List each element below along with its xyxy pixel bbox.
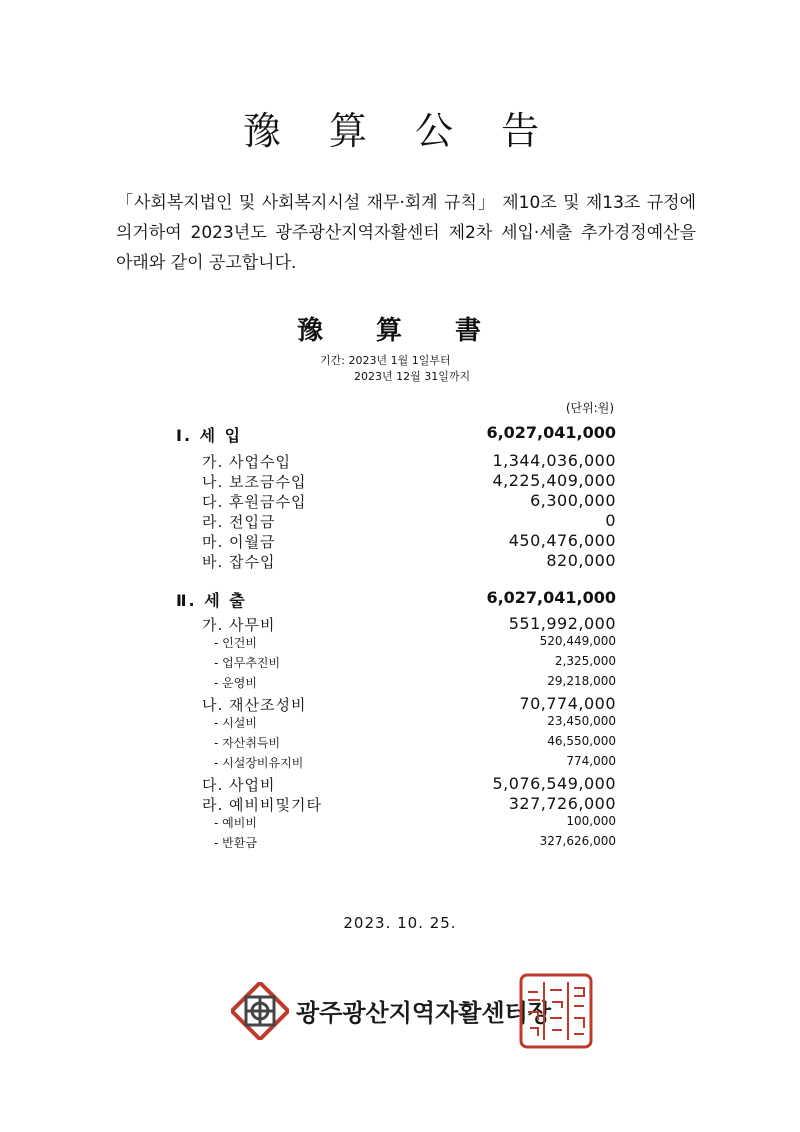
budget-item-row	[0, 794, 800, 814]
budget-item-row	[0, 614, 800, 634]
organization-name: 광주광산지역자활센터장	[296, 999, 552, 1027]
budget-label: - 인건비	[214, 636, 257, 650]
budget-amount: 5,076,549,000	[492, 774, 616, 793]
budget-amount: 4,225,409,000	[492, 471, 616, 490]
budget-label: - 반환금	[214, 836, 257, 850]
budget-subitem-row	[0, 674, 800, 694]
budget-label: 나. 보조금수입	[202, 473, 307, 491]
budget-subitem-row	[0, 814, 800, 834]
budget-amount: 46,550,000	[547, 734, 616, 748]
budget-period	[320, 353, 470, 385]
budget-amount: 0	[605, 511, 616, 530]
budget-label: - 시설비	[214, 716, 257, 730]
budget-item-row	[0, 531, 800, 551]
budget-label: 라. 예비비및기타	[202, 796, 322, 814]
budget-subitem-row	[0, 654, 800, 674]
budget-subitem-row	[0, 734, 800, 754]
budget-label: 나. 재산조성비	[202, 696, 307, 714]
budget-label: 다. 후원금수입	[202, 493, 307, 511]
budget-amount: 6,300,000	[530, 491, 616, 510]
budget-amount: 100,000	[566, 814, 616, 828]
budget-item-row	[0, 551, 800, 571]
budget-label: 다. 사업비	[202, 776, 276, 794]
budget-subitem-row	[0, 754, 800, 774]
budget-amount: 520,449,000	[539, 634, 616, 648]
budget-amount: 774,000	[566, 754, 616, 768]
budget-amount: 29,218,000	[547, 674, 616, 688]
budget-label: 바. 잡수입	[202, 553, 276, 571]
budget-label: - 업무추진비	[214, 656, 281, 670]
budget-label: Ⅱ. 세 출	[176, 591, 247, 610]
budget-label: - 시설장비유지비	[214, 756, 304, 770]
budget-label: - 자산취득비	[214, 736, 281, 750]
budget-amount: 820,000	[546, 551, 616, 570]
period-line-1: 기간: 2023년 1월 1일부터	[320, 354, 451, 367]
budget-subitem-row	[0, 634, 800, 654]
budget-label: Ⅰ. 세 입	[176, 426, 243, 445]
budget-amount: 327,726,000	[508, 794, 616, 813]
budget-item-row	[0, 491, 800, 511]
budget-amount: 23,450,000	[547, 714, 616, 728]
budget-section-row	[0, 588, 800, 608]
budget-item-row	[0, 774, 800, 794]
budget-amount: 2,325,000	[554, 654, 616, 668]
announcement-date: 2023. 10. 25.	[343, 914, 457, 932]
unit-label: (단위:원)	[565, 401, 614, 415]
budget-item-row	[0, 451, 800, 471]
period-line-2: 2023년 12월 31일까지	[354, 370, 471, 383]
budget-subitem-row	[0, 714, 800, 734]
intro-paragraph: 「사회복지법인 및 사회복지시설 재무·회계 규칙」 제10조 및 제13조 규정에 의거하여 2023년도 광주광산지역자활센터 제2차 세입·세출 추가경정예산을 아래와 같이 공고합니다.	[116, 193, 696, 273]
budget-label: - 운영비	[214, 676, 257, 690]
budget-item-row	[0, 471, 800, 491]
budget-amount: 70,774,000	[519, 694, 616, 713]
budget-label: - 예비비	[214, 816, 257, 830]
budget-label: 마. 이월금	[202, 533, 276, 551]
budget-amount: 1,344,036,000	[492, 451, 616, 470]
budget-item-row	[0, 694, 800, 714]
budget-amount: 551,992,000	[508, 614, 616, 633]
budget-subitem-row	[0, 834, 800, 854]
budget-amount: 450,476,000	[508, 531, 616, 550]
budget-section-row	[0, 423, 800, 443]
page-title: 豫 算 公 告	[242, 109, 558, 153]
budget-item-row	[0, 511, 800, 531]
budget-amount: 327,626,000	[539, 834, 616, 848]
organization-logo-icon	[231, 982, 289, 1040]
budget-amount: 6,027,041,000	[486, 423, 616, 442]
budget-label: 가. 사무비	[202, 616, 276, 634]
budget-label: 가. 사업수입	[202, 453, 291, 471]
budget-label: 라. 전입금	[202, 513, 276, 531]
official-seal-icon	[518, 972, 594, 1050]
budget-subtitle: 豫 算 書	[296, 316, 504, 346]
budget-amount: 6,027,041,000	[486, 588, 616, 607]
